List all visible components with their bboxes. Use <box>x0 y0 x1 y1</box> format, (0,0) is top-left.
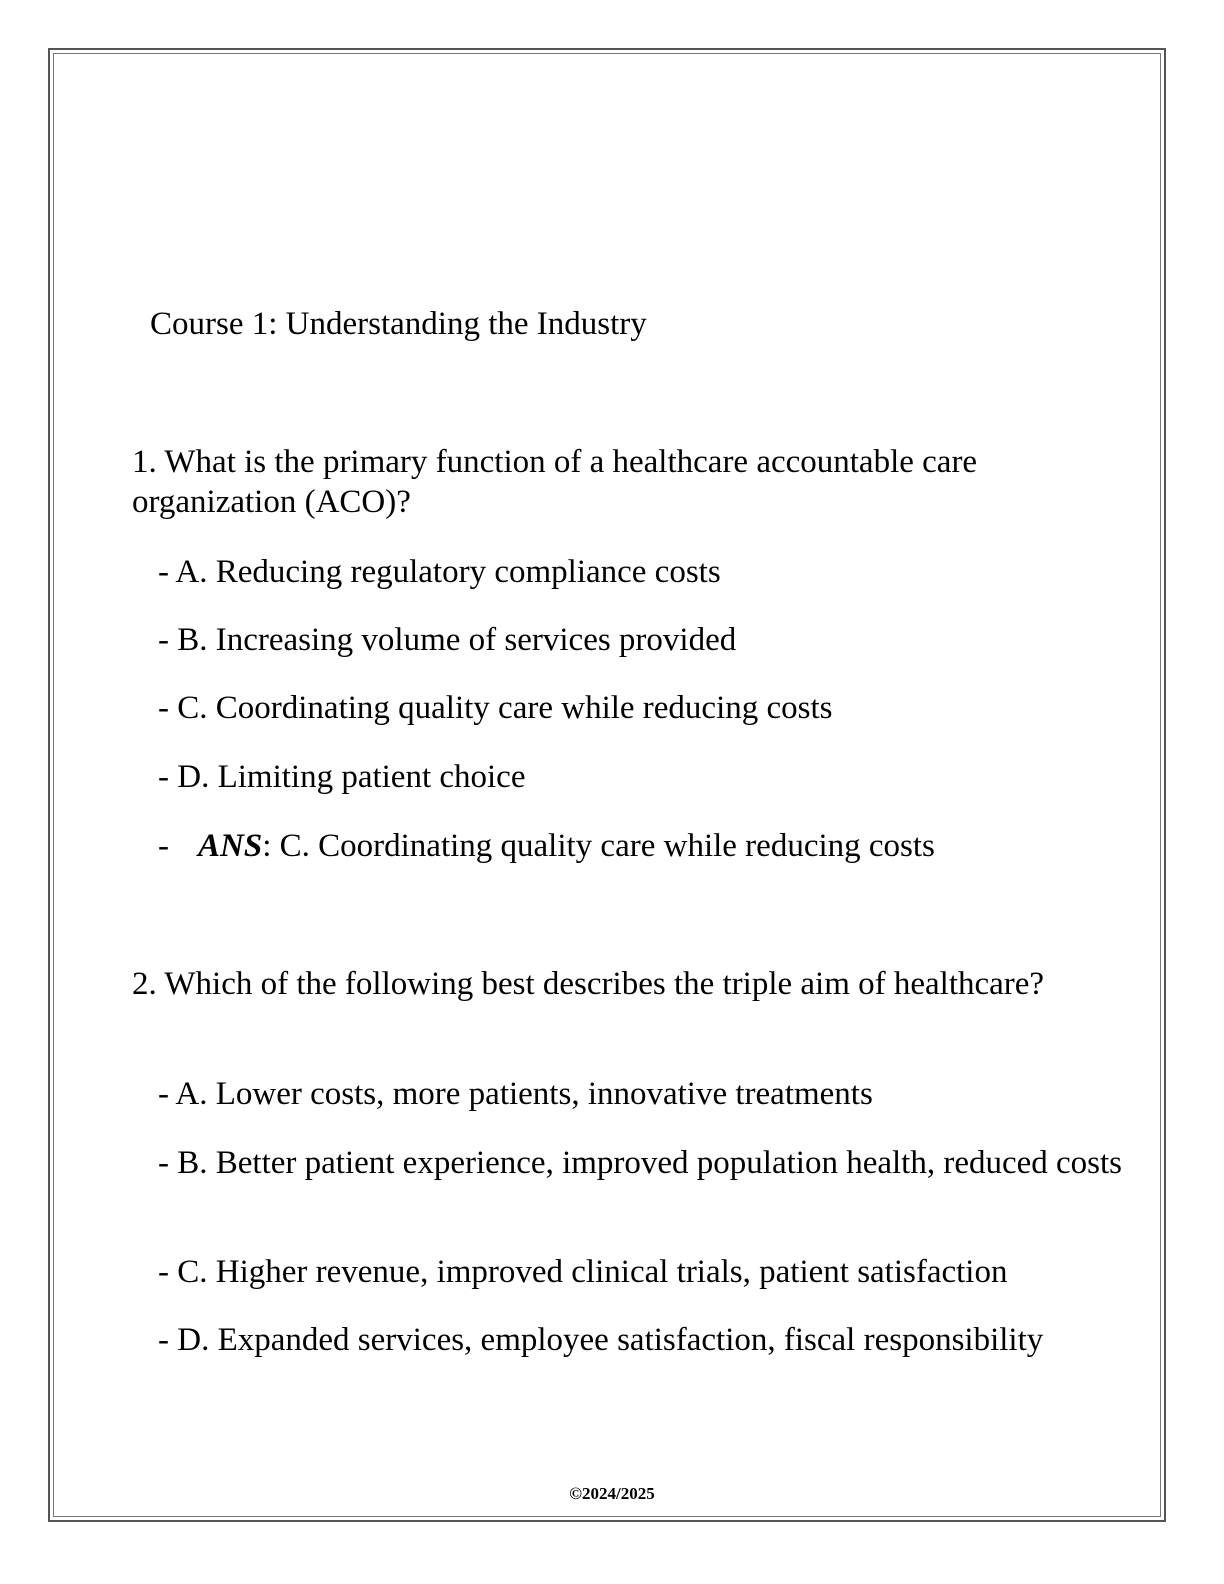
answer-text: : C. Coordinating quality care while reducing costs <box>262 828 935 864</box>
copyright-footer: ©2024/2025 <box>569 1484 655 1503</box>
option-label: - B. Better patient experience, improved population health, reduced costs <box>158 1145 1123 1181</box>
question-2-option-a <box>132 1074 1122 1114</box>
question-2-option-b <box>132 1143 1122 1183</box>
answer-label: ANS <box>198 828 263 864</box>
question-1-text: 1. What is the primary function of a healthcare accountable care organization (ACO)? <box>132 444 978 520</box>
question-2-option-d <box>132 1320 1122 1360</box>
question-1-option-c <box>132 688 1122 728</box>
option-label: - D. Expanded services, employee satisfaction, fiscal responsibility <box>158 1322 1044 1358</box>
answer-dash: - <box>158 828 169 864</box>
question-1-answer <box>158 826 935 866</box>
option-label: - B. Increasing volume of services provided <box>158 622 737 658</box>
course-title: Course 1: Understanding the Industry <box>150 306 647 342</box>
question-2-option-c <box>132 1252 1122 1292</box>
question-1-option-d <box>132 757 1122 797</box>
option-label: - C. Coordinating quality care while reducing costs <box>158 690 833 726</box>
option-label: - A. Lower costs, more patients, innovative treatments <box>158 1076 873 1112</box>
option-label: - C. Higher revenue, improved clinical trials, patient satisfaction <box>158 1254 1008 1290</box>
option-label: - A. Reducing regulatory compliance costs <box>158 554 721 590</box>
option-label: - D. Limiting patient choice <box>158 759 526 795</box>
question-1-option-b <box>132 620 1122 660</box>
question-2-text: 2. Which of the following best describes the triple aim of healthcare? <box>132 966 1045 1002</box>
question-1-option-a <box>132 552 1122 592</box>
